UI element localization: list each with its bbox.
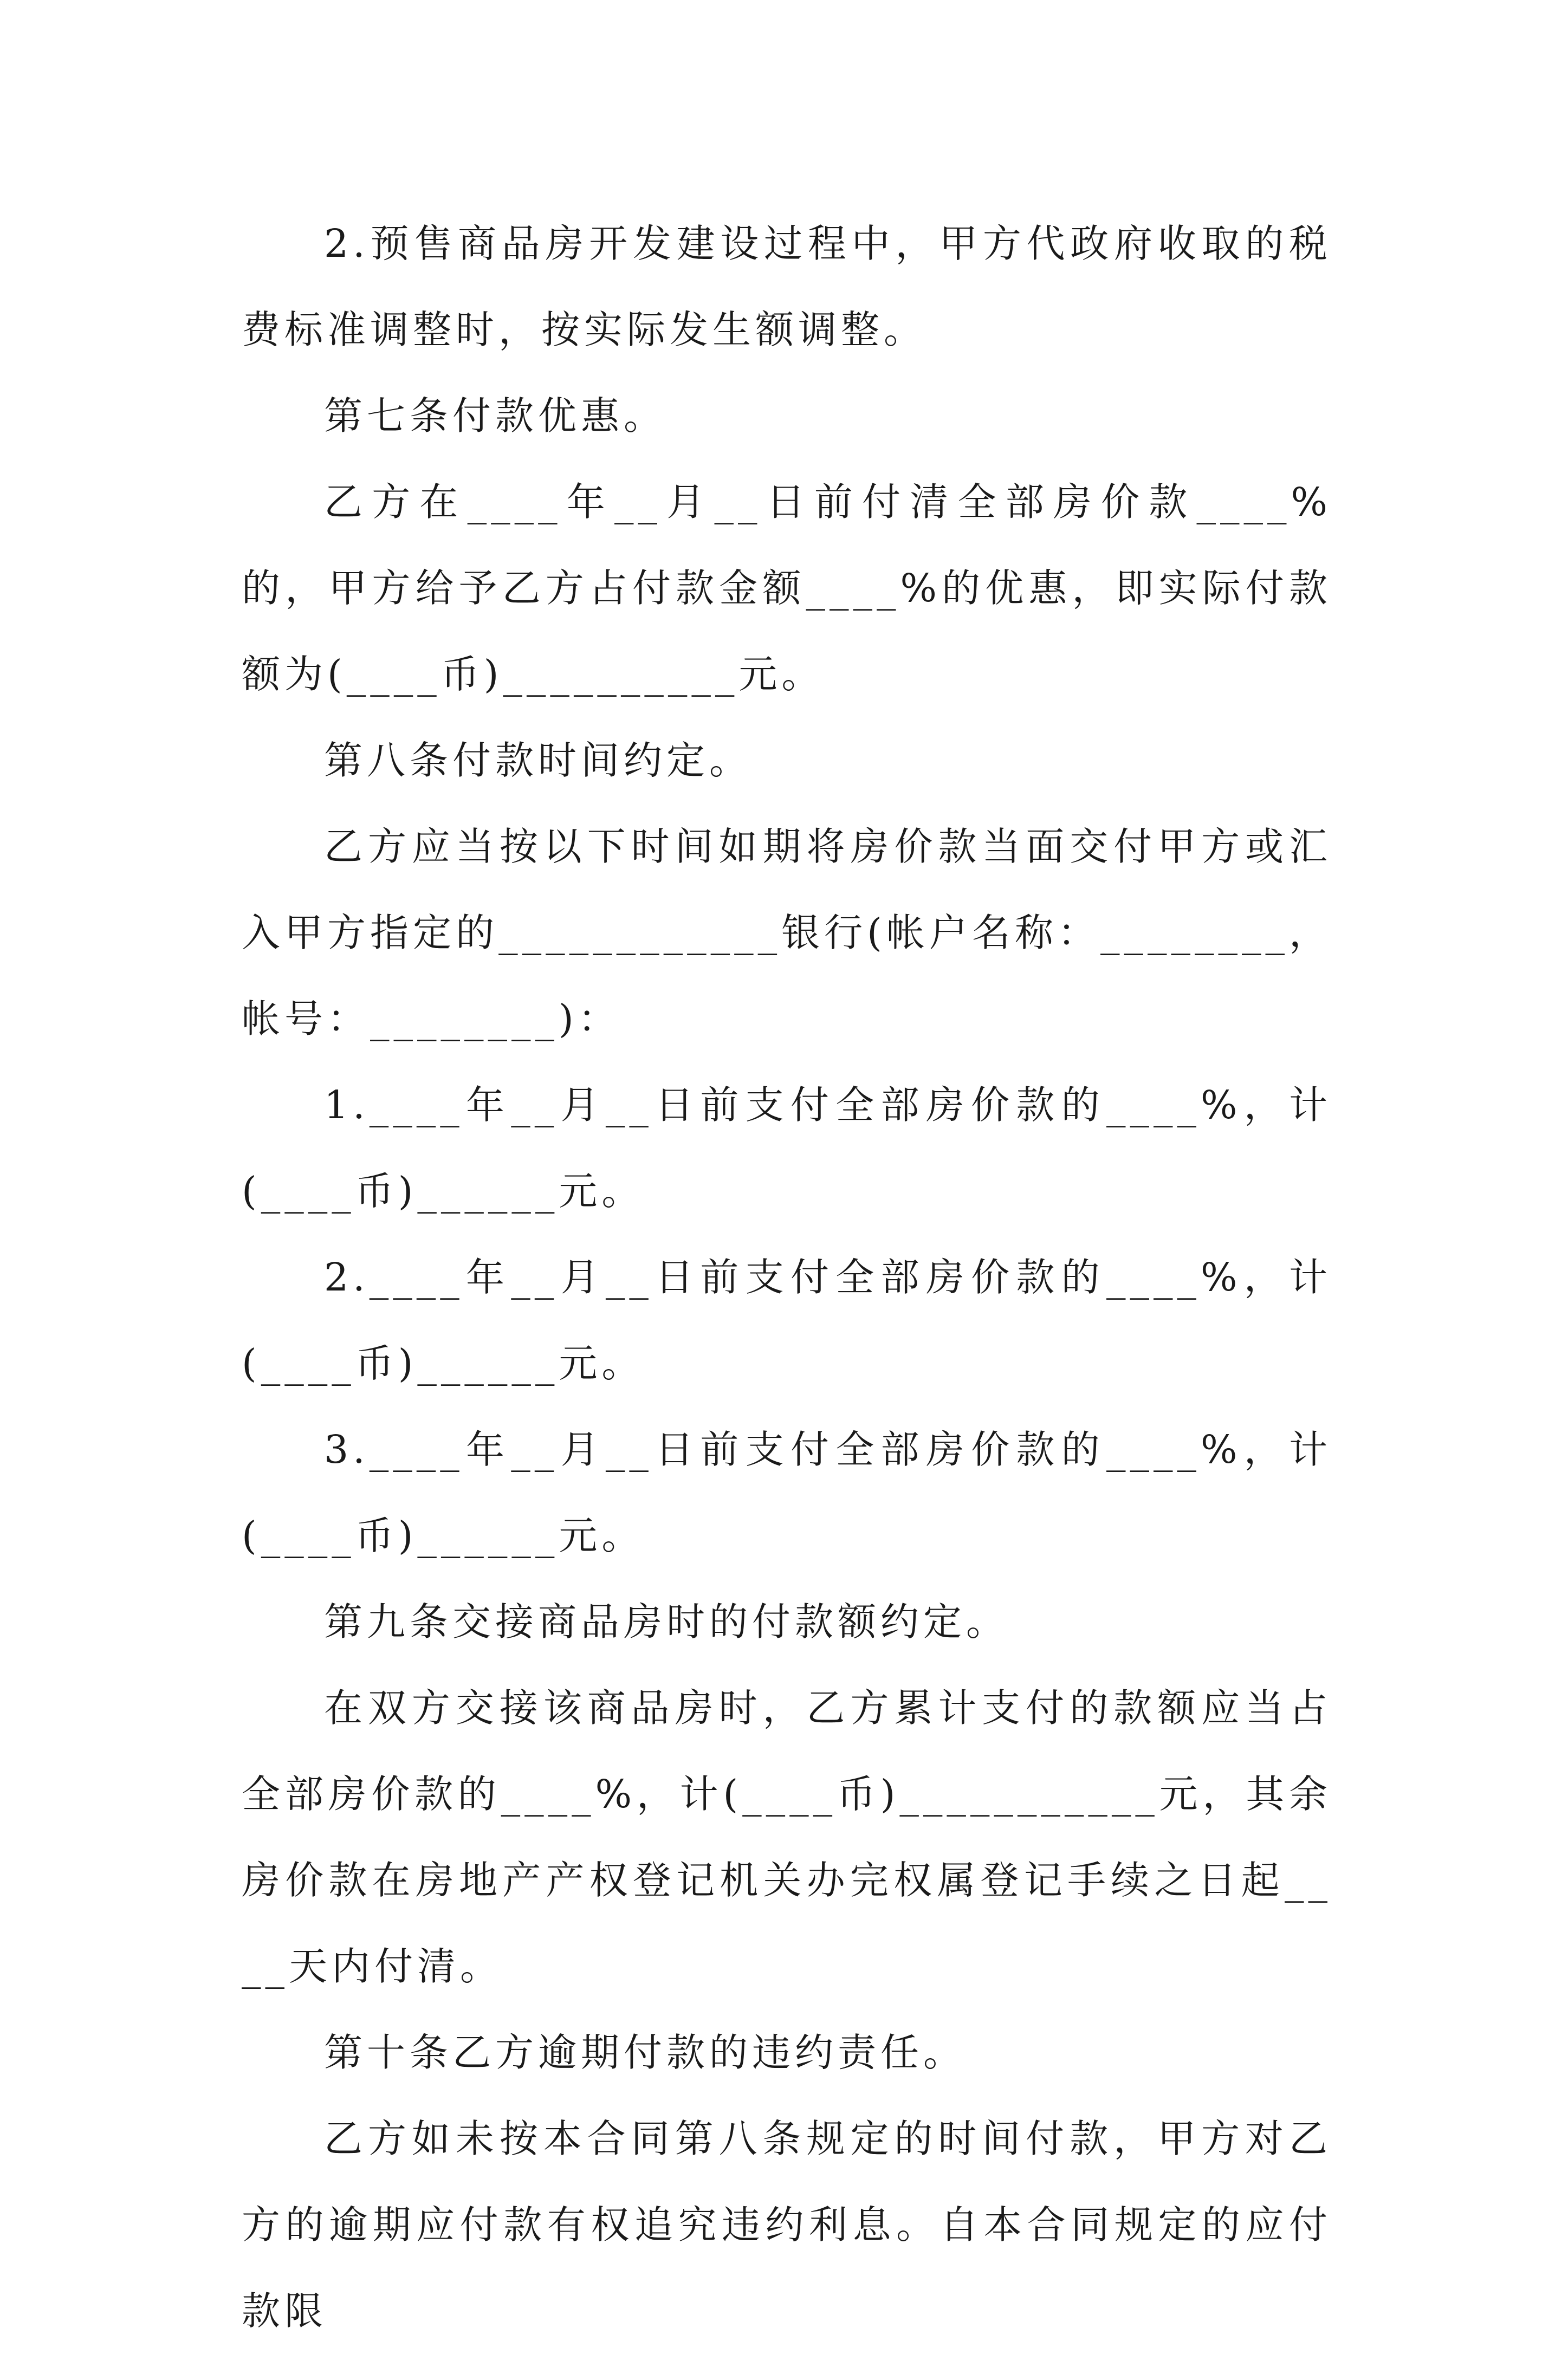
heading-article-7: 第七条付款优惠。 — [324, 393, 667, 438]
paragraph-late-payment: 乙方如未按本合同第八条规定的时间付款，甲方对乙方的逾期应付款有权追究违约利息。自本合同规定的应付款限 — [242, 2116, 1332, 2333]
paragraph-handover-payment: 在双方交接该商品房时，乙方累计支付的款额应当占全部房价款的____%，计(____币)___________元，其余房价款在房地产产权登记机关办完权属登记手续之日起____天内付清。 — [242, 1685, 1332, 1989]
heading-article-8: 第八条付款时间约定。 — [324, 738, 753, 783]
document-body — [242, 200, 1332, 2354]
paragraph-installment-2: 2.____年__月__日前支付全部房价款的____%，计(____币)______元。 — [242, 1255, 1332, 1386]
paragraph-installment-1: 1.____年__月__日前支付全部房价款的____%，计(____币)______元。 — [242, 1082, 1332, 1214]
heading-article-10: 第十条乙方逾期付款的违约责任。 — [324, 2030, 967, 2075]
paragraph-payment-schedule: 乙方应当按以下时间如期将房价款当面交付甲方或汇入甲方指定的____________银行(帐户名称：________，帐号：________)： — [242, 824, 1332, 1041]
paragraph-payment-discount: 乙方在____年__月__日前付清全部房价款____%的，甲方给予乙方占付款金额____%的优惠，即实际付款额为(____币)__________元。 — [242, 479, 1332, 697]
paragraph-tax-adjustment: 2.预售商品房开发建设过程中，甲方代政府收取的税费标准调整时，按实际发生额调整。 — [242, 221, 1332, 352]
paragraph-installment-3: 3.____年__月__日前支付全部房价款的____%，计(____币)______元。 — [242, 1427, 1332, 1558]
heading-article-9: 第九条交接商品房时的付款额约定。 — [324, 1599, 1009, 1644]
